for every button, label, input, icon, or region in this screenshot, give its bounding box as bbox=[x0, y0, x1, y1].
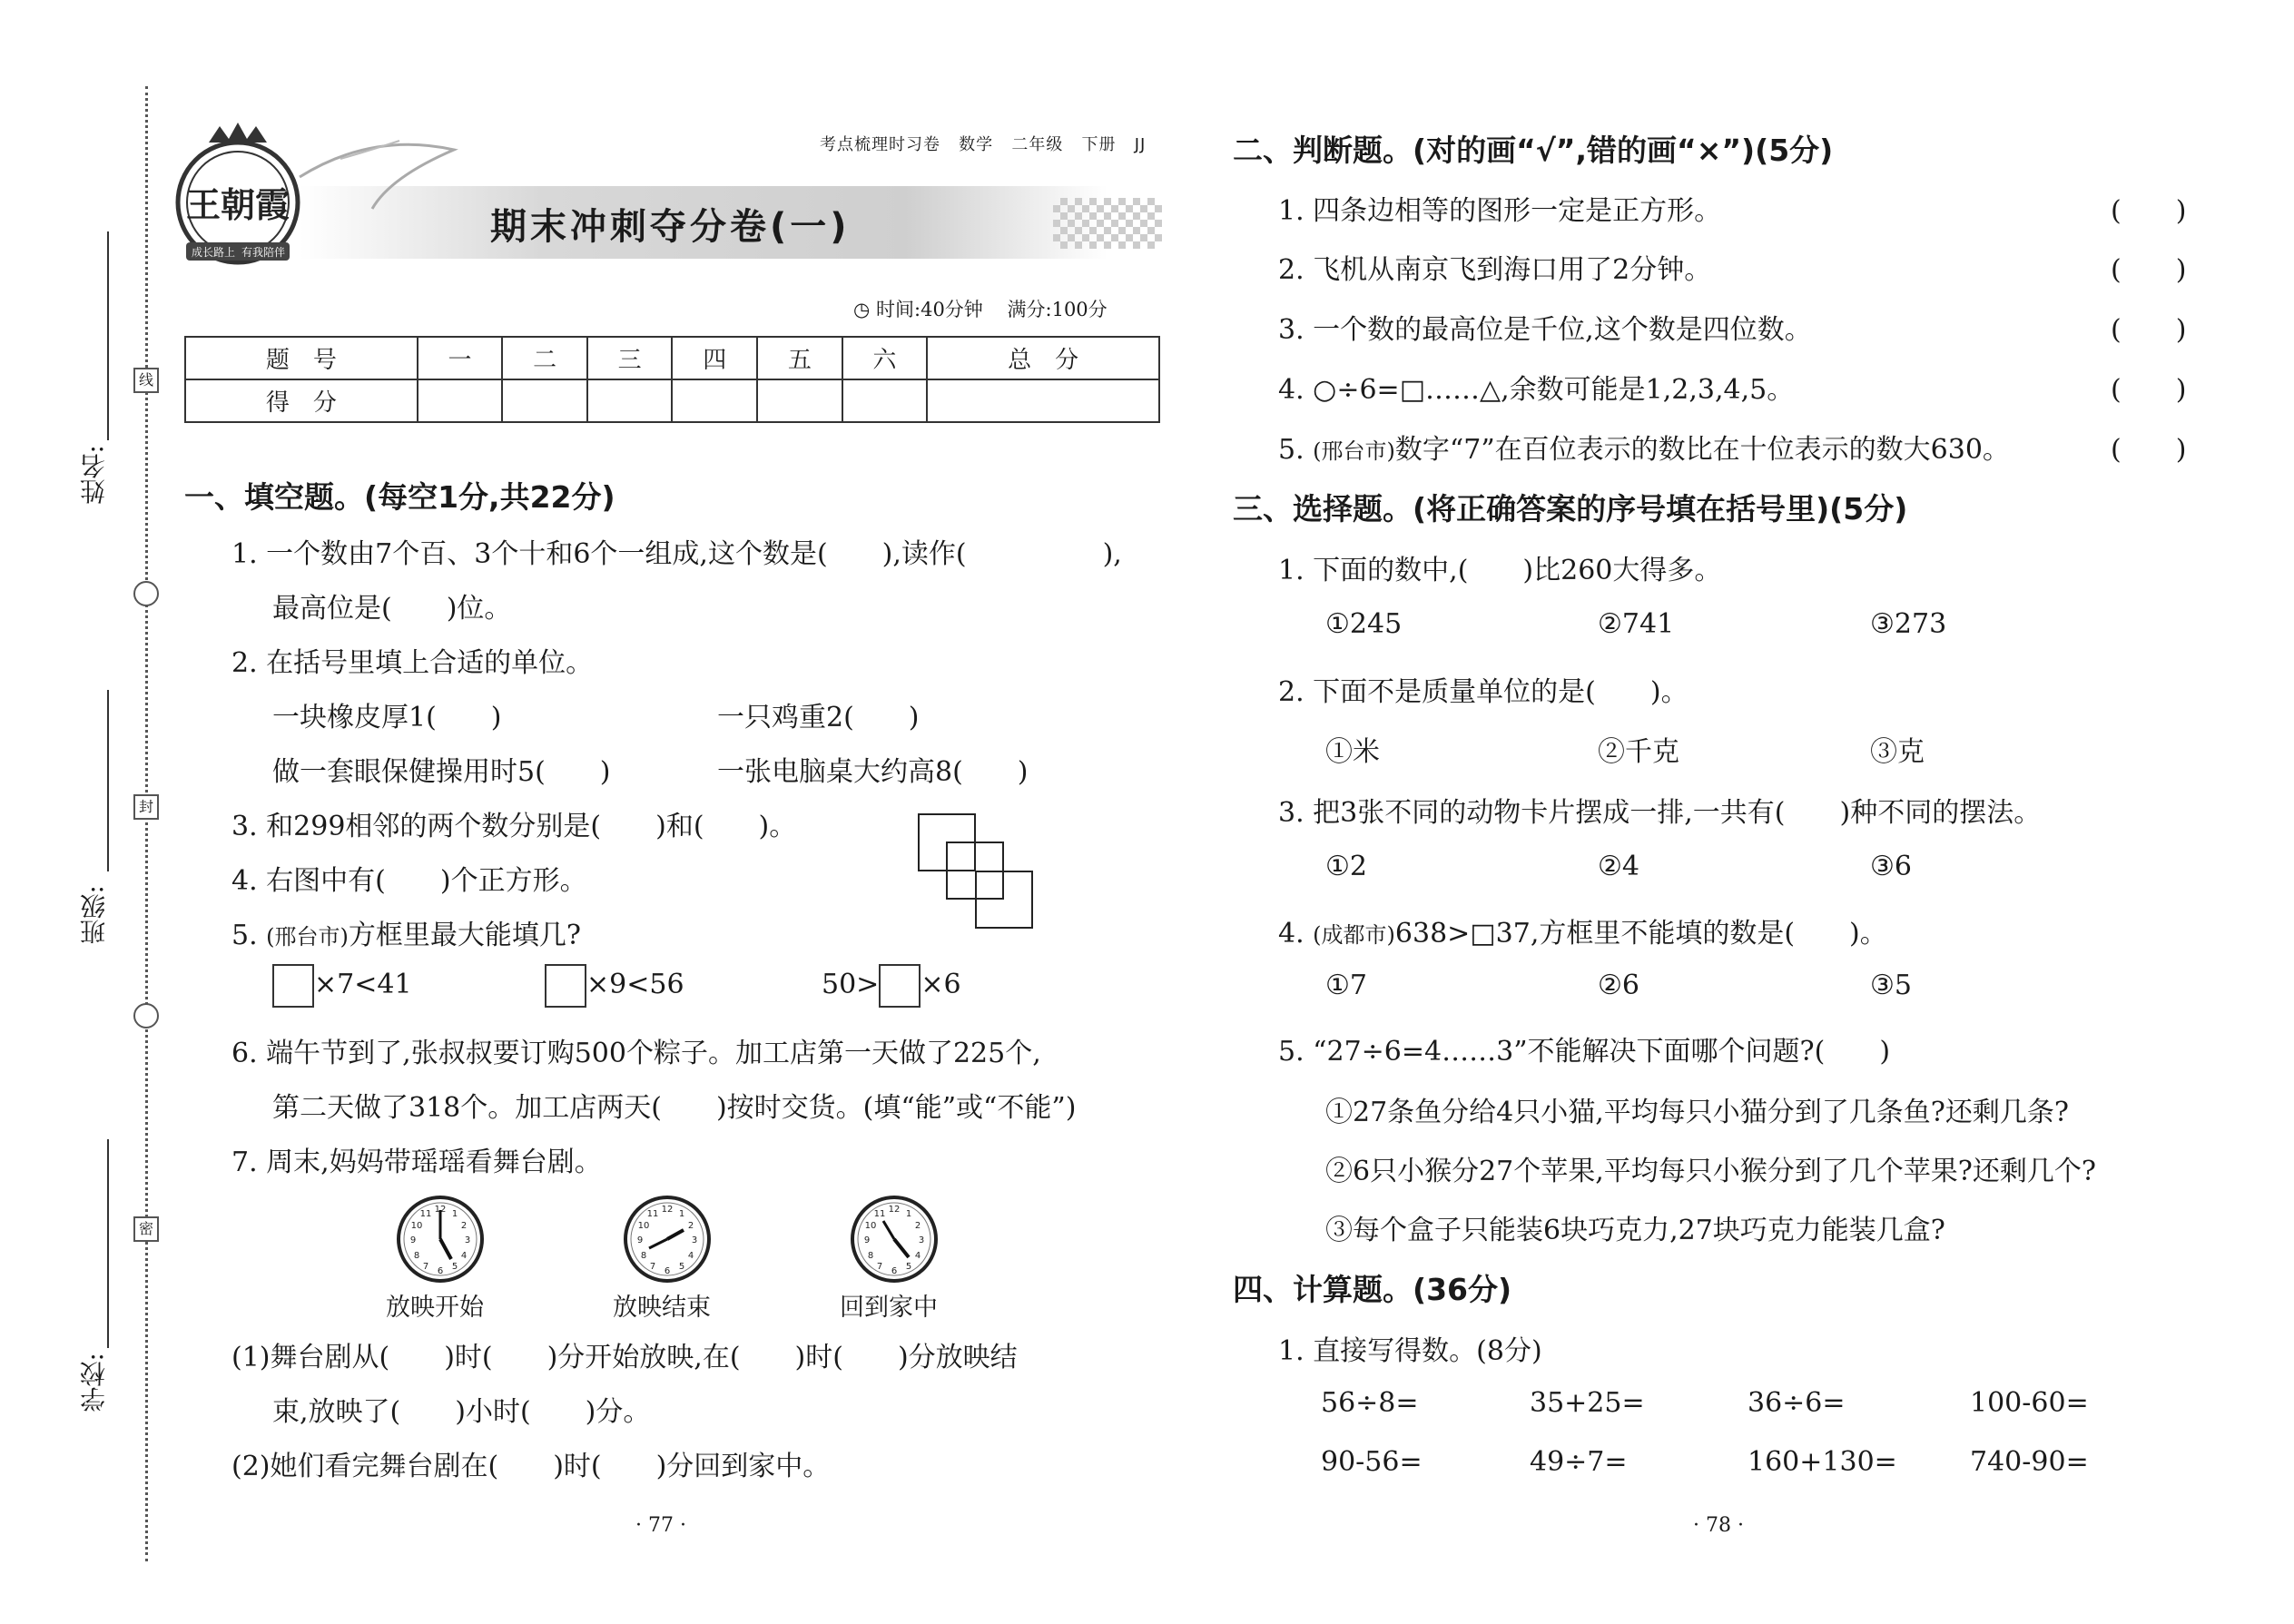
svg-text:9: 9 bbox=[636, 1235, 644, 1245]
svg-text:1: 1 bbox=[451, 1209, 458, 1219]
q5-source: (邢台市) bbox=[266, 924, 349, 950]
svg-text:10: 10 bbox=[410, 1221, 423, 1231]
svg-text:5: 5 bbox=[678, 1262, 685, 1272]
q5-c-pre: 50> bbox=[822, 969, 880, 1000]
section-heading-calculation: 四、计算题。(36分) bbox=[1233, 1272, 1512, 1307]
svg-text:2: 2 bbox=[914, 1221, 921, 1231]
mc-q3: 3. 把3张不同的动物卡片摆成一排,一共有( )种不同的摆法。 bbox=[1278, 797, 2042, 829]
clock-end-icon bbox=[622, 1194, 713, 1284]
time-score-info bbox=[853, 295, 1108, 322]
calc-item: 35+25= bbox=[1530, 1387, 1645, 1419]
svg-text:11: 11 bbox=[873, 1209, 886, 1219]
tf-answer-paren[interactable]: ( ) bbox=[2111, 195, 2187, 227]
mc-q1-opt: ③273 bbox=[1870, 608, 1947, 640]
mc-q3-opt: ①2 bbox=[1325, 851, 1367, 882]
mc-q2-opt: ①米 bbox=[1325, 736, 1380, 768]
mc-q5: 5. “27÷6=4……3”不能解决下面哪个问题?( ) bbox=[1278, 1036, 1891, 1068]
mc-q4-opt: ②6 bbox=[1598, 969, 1639, 1001]
binding-hole-icon bbox=[133, 1003, 159, 1029]
clock-start-icon bbox=[395, 1194, 486, 1284]
svg-text:3: 3 bbox=[464, 1235, 471, 1245]
svg-text:3: 3 bbox=[691, 1235, 698, 1245]
svg-text:7: 7 bbox=[649, 1262, 656, 1272]
q2-item-c: 做一套眼保健操用时5( ) bbox=[272, 756, 611, 788]
banner-checker-pattern bbox=[1053, 198, 1162, 249]
section-heading-fill-blank: 一、填空题。(每空1分,共22分) bbox=[184, 479, 615, 515]
svg-text:6: 6 bbox=[664, 1266, 671, 1276]
series-name: 考点梳理时习卷 bbox=[820, 135, 940, 154]
mc-q1: 1. 下面的数中,( )比260大得多。 bbox=[1278, 555, 1722, 586]
calc-item: 740-90= bbox=[1970, 1446, 2089, 1478]
page-title: 期末冲刺夺分卷(一) bbox=[490, 206, 851, 248]
clock-label-start: 放映开始 bbox=[386, 1294, 484, 1322]
svg-text:8: 8 bbox=[867, 1251, 874, 1261]
svg-text:2: 2 bbox=[687, 1221, 694, 1231]
mc-q2-opt: ②千克 bbox=[1598, 736, 1679, 768]
school-label: 学校: bbox=[79, 1353, 109, 1412]
q6-line1: 6. 端午节到了,张叔叔要订购500个粽子。加工店第一天做了225个, bbox=[231, 1038, 1041, 1069]
q7-2: (2)她们看完舞台剧在( )时( )分回到家中。 bbox=[231, 1451, 831, 1482]
answer-box[interactable] bbox=[545, 964, 586, 1008]
q1-line2: 最高位是( )位。 bbox=[272, 593, 512, 625]
calc-item: 56÷8= bbox=[1321, 1387, 1419, 1419]
time-label: 时间:40分钟 bbox=[876, 299, 983, 320]
mc-q5-opt: ③每个盒子只能装6块巧克力,27块巧克力能装几盒? bbox=[1325, 1215, 1945, 1246]
score-table-cell: 五 bbox=[757, 337, 842, 379]
class-line bbox=[107, 690, 109, 871]
grade: 二年级 bbox=[1011, 135, 1064, 154]
calc-item: 36÷6= bbox=[1748, 1387, 1846, 1419]
answer-box[interactable] bbox=[879, 964, 921, 1008]
clock-label-home: 回到家中 bbox=[840, 1294, 938, 1322]
svg-text:2: 2 bbox=[460, 1221, 468, 1231]
binding-hole-icon bbox=[133, 581, 159, 606]
tf-answer-paren[interactable]: ( ) bbox=[2111, 314, 2187, 346]
q1-line1: 1. 一个数由7个百、3个十和6个一组成,这个数是( ),读作( ), bbox=[231, 538, 1122, 570]
tf-answer-paren[interactable]: ( ) bbox=[2111, 374, 2187, 406]
svg-text:5: 5 bbox=[451, 1262, 458, 1272]
svg-text:1: 1 bbox=[678, 1209, 685, 1219]
tf5-number: 5. bbox=[1278, 434, 1305, 466]
crown-icon bbox=[209, 123, 267, 143]
section-heading-true-false: 二、判断题。(对的画“√”,错的画“×”)(5分) bbox=[1233, 133, 1834, 168]
svg-text:11: 11 bbox=[419, 1209, 432, 1219]
tf-item: 2. 飞机从南京飞到海口用了2分钟。 bbox=[1278, 254, 1712, 286]
mc-q3-opt: ③6 bbox=[1870, 851, 1912, 882]
score-input-cell[interactable] bbox=[757, 379, 842, 422]
ribbon-decoration bbox=[300, 144, 454, 209]
tf5-source: (邢台市) bbox=[1313, 438, 1395, 464]
svg-text:4: 4 bbox=[460, 1251, 468, 1261]
q7-prompt: 7. 周末,妈妈带瑶瑶看舞台剧。 bbox=[231, 1147, 602, 1178]
score-input-cell[interactable] bbox=[418, 379, 503, 422]
name-line bbox=[107, 231, 109, 440]
mc-q3-opt: ②4 bbox=[1598, 851, 1639, 882]
svg-text:8: 8 bbox=[413, 1251, 420, 1261]
q7-1-line1: (1)舞台剧从( )时( )分开始放映,在( )时( )分放映结 bbox=[231, 1342, 1018, 1373]
q2-item-b: 一只鸡重2( ) bbox=[717, 702, 920, 733]
answer-box[interactable] bbox=[272, 964, 314, 1008]
score-table-cell: 二 bbox=[502, 337, 587, 379]
full-score: 满分:100分 bbox=[1007, 299, 1108, 320]
series-info bbox=[820, 132, 1146, 155]
svg-text:10: 10 bbox=[864, 1221, 877, 1231]
score-table-cell: 四 bbox=[672, 337, 757, 379]
page-number-left: · 77 · bbox=[635, 1514, 686, 1537]
q7-1-line2: 束,放映了( )小时( )分。 bbox=[272, 1396, 651, 1428]
q5-item-c bbox=[822, 964, 961, 1008]
calc-item: 49÷7= bbox=[1530, 1446, 1628, 1478]
svg-text:9: 9 bbox=[863, 1235, 871, 1245]
q5-b-text: ×9<56 bbox=[586, 969, 684, 1000]
q2-item-a: 一块橡皮厚1( ) bbox=[272, 702, 502, 733]
q5-item-b bbox=[545, 964, 684, 1008]
overlapping-squares-figure bbox=[917, 812, 1039, 935]
binding-mark-feng: 封 bbox=[133, 794, 159, 820]
q4: 4. 右图中有( )个正方形。 bbox=[231, 865, 587, 897]
svg-text:7: 7 bbox=[422, 1262, 429, 1272]
svg-text:12: 12 bbox=[888, 1205, 901, 1215]
q2-item-d: 一张电脑桌大约高8( ) bbox=[717, 756, 1029, 788]
tf-item: 4. ○÷6=□……△,余数可能是1,2,3,4,5。 bbox=[1278, 374, 1795, 406]
svg-text:6: 6 bbox=[437, 1266, 444, 1276]
school-line bbox=[107, 1139, 109, 1348]
q2-prompt: 2. 在括号里填上合适的单位。 bbox=[231, 647, 594, 679]
svg-text:成长路上: 成长路上 bbox=[191, 246, 236, 259]
tf-item: 1. 四条边相等的图形一定是正方形。 bbox=[1278, 195, 1722, 227]
mc-q4-opt: ①7 bbox=[1325, 969, 1367, 1001]
volume: 下册 bbox=[1081, 135, 1117, 154]
calc-q1: 1. 直接写得数。(8分) bbox=[1278, 1335, 1542, 1367]
section-heading-multiple-choice: 三、选择题。(将正确答案的序号填在括号里)(5分) bbox=[1233, 491, 1908, 527]
tf-answer-paren[interactable]: ( ) bbox=[2111, 254, 2187, 286]
mc-q4-source: (成都市) bbox=[1313, 922, 1395, 948]
score-table-cell: 六 bbox=[842, 337, 928, 379]
tf-answer-paren[interactable]: ( ) bbox=[2111, 434, 2187, 466]
q3: 3. 和299相邻的两个数分别是( )和( )。 bbox=[231, 811, 797, 842]
q5-c-post: ×6 bbox=[921, 969, 961, 1000]
q5-item-a bbox=[272, 964, 412, 1008]
score-table-cell: 总 分 bbox=[927, 337, 1159, 379]
score-table-score-row bbox=[185, 379, 1159, 422]
tf-item: 3. 一个数的最高位是千位,这个数是四位数。 bbox=[1278, 314, 1812, 346]
q5-number: 5. bbox=[231, 920, 258, 951]
calc-item: 160+130= bbox=[1748, 1446, 1897, 1478]
brand-logo bbox=[163, 123, 463, 277]
svg-text:9: 9 bbox=[409, 1235, 417, 1245]
mc-q4 bbox=[1278, 910, 1887, 950]
svg-text:12: 12 bbox=[434, 1205, 447, 1215]
edition: JJ bbox=[1134, 135, 1147, 154]
svg-text:11: 11 bbox=[646, 1209, 659, 1219]
svg-text:7: 7 bbox=[876, 1262, 883, 1272]
mc-q1-opt: ②741 bbox=[1598, 608, 1675, 640]
binding-mark-xian: 线 bbox=[133, 368, 159, 393]
clock-label-end: 放映结束 bbox=[613, 1294, 711, 1322]
score-input-cell[interactable] bbox=[672, 379, 757, 422]
mc-q4-number: 4. bbox=[1278, 918, 1305, 950]
q5-a-text: ×7<41 bbox=[314, 969, 412, 1000]
tf5-text: 数字“7”在百位表示的数比在十位表示的数大630。 bbox=[1394, 434, 2010, 466]
svg-text:1: 1 bbox=[905, 1209, 912, 1219]
score-table bbox=[184, 336, 1160, 423]
score-input-cell[interactable] bbox=[587, 379, 673, 422]
score-table-cell: 题 号 bbox=[185, 337, 418, 379]
clock-icon: ◷ bbox=[853, 299, 871, 320]
tf-item-5 bbox=[1278, 427, 2010, 467]
calc-item: 90-56= bbox=[1321, 1446, 1423, 1478]
clock-home-icon bbox=[849, 1194, 940, 1284]
calc-item: 100-60= bbox=[1970, 1387, 2089, 1419]
score-input-cell[interactable] bbox=[842, 379, 928, 422]
score-table-cell: 一 bbox=[418, 337, 503, 379]
q6-line2: 第二天做了318个。加工店两天( )按时交货。(填“能”或“不能”) bbox=[272, 1092, 1077, 1124]
mc-q5-opt: ①27条鱼分给4只小猫,平均每只小猫分到了几条鱼?还剩几条? bbox=[1325, 1097, 2069, 1128]
mc-q1-opt: ①245 bbox=[1325, 608, 1403, 640]
score-input-cell[interactable] bbox=[502, 379, 587, 422]
q5 bbox=[231, 912, 581, 952]
score-table-header-row bbox=[185, 337, 1159, 379]
name-label: 姓名: bbox=[79, 445, 109, 505]
svg-text:有我陪伴: 有我陪伴 bbox=[241, 246, 286, 259]
subject: 数学 bbox=[959, 135, 994, 154]
mc-q5-opt: ②6只小猴分27个苹果,平均每只小猴分到了几个苹果?还剩几个? bbox=[1325, 1156, 2096, 1187]
mc-q4-text: 638>□37,方框里不能填的数是( )。 bbox=[1394, 918, 1887, 950]
svg-text:5: 5 bbox=[905, 1262, 912, 1272]
svg-text:6: 6 bbox=[891, 1266, 898, 1276]
mc-q4-opt: ③5 bbox=[1870, 969, 1912, 1001]
svg-text:3: 3 bbox=[918, 1235, 925, 1245]
svg-text:10: 10 bbox=[637, 1221, 650, 1231]
binding-mark-mi: 密 bbox=[133, 1216, 159, 1242]
svg-text:8: 8 bbox=[640, 1251, 647, 1261]
score-table-cell: 三 bbox=[587, 337, 673, 379]
binding-dotted-line bbox=[145, 86, 148, 1561]
mc-q2: 2. 下面不是质量单位的是( )。 bbox=[1278, 676, 1689, 708]
score-input-cell[interactable] bbox=[927, 379, 1159, 422]
svg-text:王朝霞: 王朝霞 bbox=[185, 184, 290, 225]
svg-text:4: 4 bbox=[687, 1251, 694, 1261]
class-label: 班级: bbox=[79, 885, 109, 945]
q5-text: 方框里最大能填几? bbox=[348, 920, 581, 951]
svg-text:12: 12 bbox=[661, 1205, 674, 1215]
page-number-right: · 78 · bbox=[1693, 1514, 1744, 1537]
mc-q2-opt: ③克 bbox=[1870, 736, 1925, 768]
svg-text:4: 4 bbox=[914, 1251, 921, 1261]
score-row-label: 得 分 bbox=[185, 379, 418, 422]
